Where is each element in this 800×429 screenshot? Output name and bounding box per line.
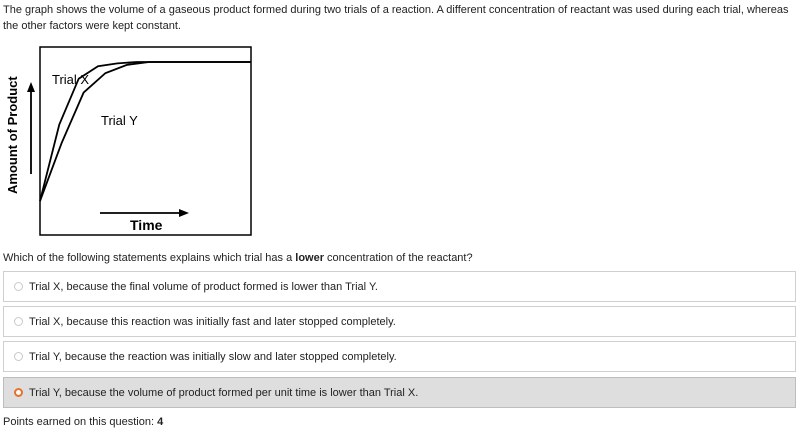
product-graph [0,44,256,237]
answer-option-label: Trial X, because this reaction was initially fast and later stopped completely. [29,315,396,328]
answer-option-3[interactable] [3,341,796,372]
intro-text: The graph shows the volume of a gaseous product formed during two trials of a reaction. A different concentration of reactant was used during each trial, whereas the other factors were kept constant. [3,4,789,32]
answer-option-label: Trial X, because the final volume of product formed is lower than Trial Y. [29,280,378,293]
trial-y-label: Trial Y [101,113,138,128]
radio-button[interactable] [14,317,23,326]
answer-option-2[interactable] [3,306,796,337]
x-axis-label: Time [130,217,163,233]
answer-option-label: Trial Y, because the reaction was initially slow and later stopped completely. [29,350,397,363]
points-value: 4 [157,416,164,428]
radio-button[interactable] [14,388,23,397]
question-before: Which of the following statements explains which trial has a [3,252,296,264]
answer-option-4[interactable] [3,377,796,408]
y-axis-label: Amount of Product [5,76,20,194]
answer-option-label: Trial Y, because the volume of product formed per unit time is lower than Trial X. [29,386,419,399]
answer-option-1[interactable] [3,271,796,302]
question-after: concentration of the reactant? [324,252,473,264]
question-text [3,251,473,265]
radio-button[interactable] [14,282,23,291]
question-emphasis: lower [295,252,324,264]
points-label: Points earned on this question: [3,416,158,428]
trial-x-label: Trial X [52,72,90,87]
points-earned [3,416,163,429]
radio-button[interactable] [14,352,23,361]
